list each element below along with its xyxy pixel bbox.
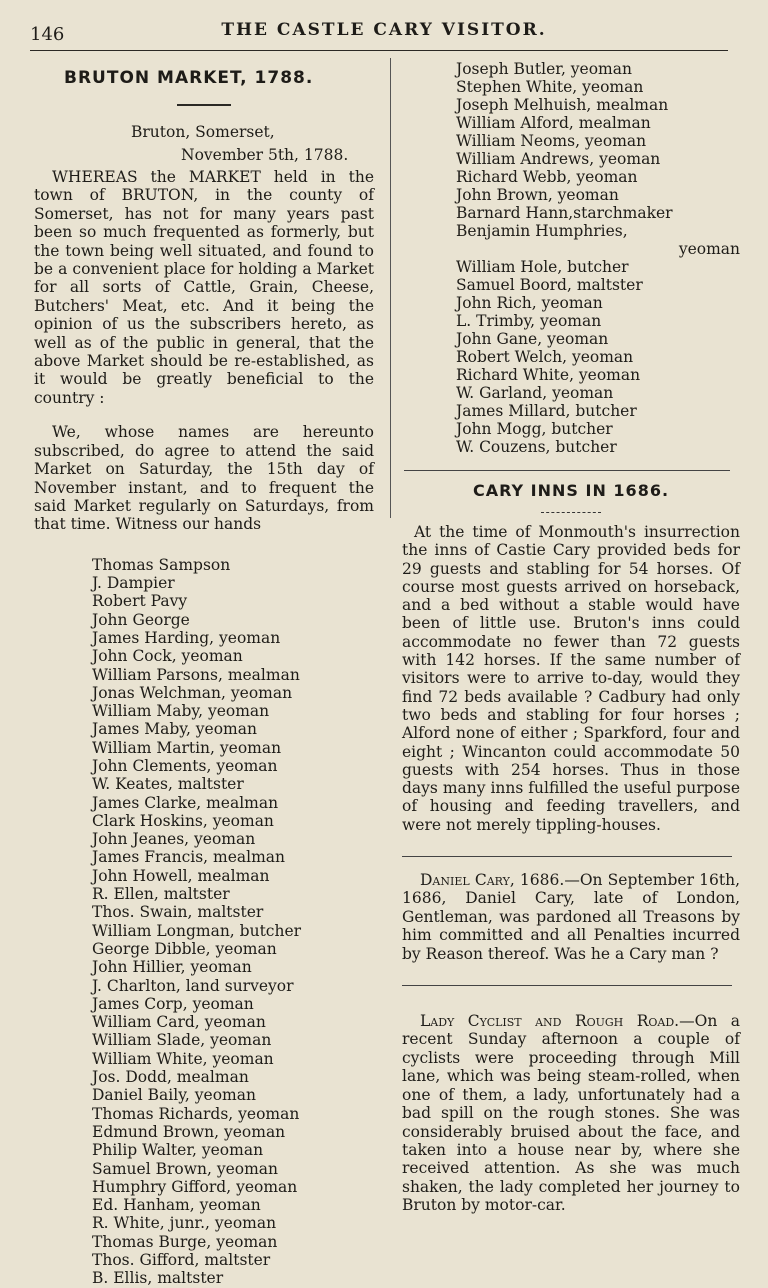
subscriber-name: Thos. Swain, maltster: [92, 903, 264, 922]
subscriber-name: William Card, yeoman: [92, 1013, 266, 1032]
subscriber-name: John Hillier, yeoman: [92, 958, 252, 977]
running-title: THE CASTLE CARY VISITOR.: [221, 20, 547, 40]
subscriber-name: John Gane, yeoman: [456, 330, 609, 348]
subscriber-name: Thos. Gifford, maltster: [92, 1251, 271, 1269]
subscriber-name: William Alford, mealman: [456, 114, 651, 132]
market-resolution: We, whose names are hereunto subscribed, do agree to attend the said Market on Saturday, the 15th day of November instant, and to frequent the said Market regularly on Saturdays, from that time. Witness our hands: [34, 423, 374, 534]
subscriber-name: James Harding, yeoman: [92, 628, 281, 647]
subscriber-trade-part: yeoman: [678, 240, 740, 258]
subscriber-name: William Andrews, yeoman: [456, 150, 661, 168]
subscriber-name: Ed. Hanham, yeoman: [92, 1196, 261, 1215]
subscriber-name: B. Ellis, maltster: [92, 1269, 224, 1288]
notice-place: Bruton, Somerset,: [131, 123, 275, 141]
column-divider: [390, 58, 391, 518]
cary-inns-body: At the time of Monmouth's insurrection the inns of Castie Cary provided beds for 29 guests and stabling for 54 horses. Of course most guests arrived on horseback, and a bed without a stable would have been of little use. Bruton's inns could accommodate no fewer than 72 guests with 142 horses. If the same number of visitors were to arrive to-day, would they find 72 beds available ? Cadbury had only two beds and stabling for four horses ; Alford none of either ; Sparkford, four and eight ; Wincanton could accommodate 50 guests with 254 horses. Thus in those days many inns fulfilled the useful purpose of housing and feeding travellers, and were not merely tippling-houses.: [402, 523, 740, 834]
bruton-market-title: BRUTON MARKET, 1788.: [64, 68, 314, 88]
section-rule: [402, 985, 732, 986]
subscriber-name: William Neoms, yeoman: [456, 132, 647, 150]
subscriber-list-left: [92, 556, 374, 1288]
subscriber-name: Barnard Hann,starchmaker: [456, 204, 673, 222]
subscriber-name: Jonas Welchman, yeoman: [92, 683, 293, 702]
daniel-cary-body: —On September 16th, 1686, Daniel Cary, late of London, Gentleman, was pardoned all Treasons by him committed and all Penalties incurred by Reason thereof. Was he a Cary man ?: [402, 871, 740, 963]
subscriber-name: Samuel Boord, maltster: [456, 276, 643, 294]
subscriber-name: Clark Hoskins, yeoman: [92, 811, 274, 830]
section-rule: [404, 470, 730, 471]
subscriber-name: R. White, junr., yeoman: [92, 1214, 277, 1233]
subscriber-name: John Jeanes, yeoman: [92, 830, 256, 849]
subscriber-name: James Maby, yeoman: [92, 720, 257, 739]
subscriber-name: John Clements, yeoman: [92, 756, 278, 775]
subscriber-name: Joseph Butler, yeoman: [456, 60, 632, 78]
subscriber-name: Edmund Brown, yeoman: [92, 1122, 286, 1141]
subscriber-name-part: Benjamin Humphries,: [456, 222, 628, 240]
subscriber-name: Stephen White, yeoman: [456, 78, 644, 96]
title-rule: [541, 512, 601, 513]
subscriber-name: William Longman, butcher: [92, 921, 302, 940]
subscriber-name: John Brown, yeoman: [456, 186, 619, 204]
subscriber-name: William Maby, yeoman: [92, 702, 270, 721]
subscriber-name: Thomas Sampson: [92, 555, 231, 574]
subscriber-name: William Parsons, mealman: [92, 665, 300, 684]
subscriber-name: Richard Webb, yeoman: [456, 168, 638, 186]
notice-date: November 5th, 1788.: [181, 146, 349, 164]
subscriber-name: J. Dampier: [92, 574, 175, 593]
cary-inns-title: CARY INNS IN 1686.: [472, 481, 670, 500]
subscriber-name: John George: [92, 610, 190, 629]
page-header: [0, 18, 768, 48]
subscriber-name: Jos. Dodd, mealman: [92, 1068, 249, 1087]
subscriber-name: William Slade, yeoman: [92, 1031, 272, 1050]
subscriber-name: Joseph Melhuish, mealman: [456, 96, 669, 114]
section-rule: [402, 856, 732, 857]
lady-cyclist-body: —On a recent Sunday afternoon a couple of cyclists were proceeding through Mill lane, which was being steam-rolled, when one of them, a lady, unfortunately had a bad spill on the rough stones. She was considerably bruised about the face, and taken into a house near by, where she received attention. As she was much shaken, the lady completed her journey to Bruton by motor-car.: [402, 1012, 741, 1215]
subscriber-name: James Millard, butcher: [456, 402, 637, 420]
subscriber-name: John Howell, mealman: [92, 866, 270, 885]
subscriber-name: Daniel Baily, yeoman: [92, 1086, 256, 1105]
page-number: 146: [30, 24, 65, 45]
subscriber-name: Thomas Burge, yeoman: [92, 1232, 278, 1251]
subscriber-name: William Hole, butcher: [456, 258, 629, 276]
subscriber-name: Samuel Brown, yeoman: [92, 1159, 279, 1178]
subscriber-name: Humphry Gifford, yeoman: [92, 1177, 298, 1196]
subscriber-name: Richard White, yeoman: [456, 366, 641, 384]
subscriber-name: William Martin, yeoman: [92, 738, 282, 757]
subscriber-name: Robert Pavy: [92, 592, 188, 611]
left-column: [34, 60, 374, 1288]
subscriber-name: John Rich, yeoman: [456, 294, 603, 312]
subscriber-name: Philip Walter, yeoman: [92, 1141, 264, 1160]
subscriber-name: William White, yeoman: [92, 1049, 274, 1068]
subscriber-name: Thomas Richards, yeoman: [92, 1104, 300, 1123]
subscriber-name: James Clarke, mealman: [92, 793, 279, 812]
lady-cyclist-paragraph: [402, 1012, 740, 1214]
subscriber-name: W. Couzens, butcher: [456, 438, 617, 456]
subscriber-name-wrapped: [456, 222, 740, 258]
market-preamble: WHEREAS the MARKET held in the town of BRUTON, in the county of Somerset, has not for many years past been so much frequented as formerly, but the town being well situated, and found to be a convenient place for holding a Market for all sorts of Cattle, Grain, Cheese, Butchers' Meat, etc. And it being the opinion of us the subscribers hereto, as well as of the public in general, that the above Market should be re-established, as it would be greatly beneficial to the country :: [34, 168, 374, 407]
subscriber-name: James Francis, mealman: [92, 848, 286, 867]
subscriber-name: James Corp, yeoman: [92, 994, 254, 1013]
daniel-cary-heading: Daniel Cary, 1686.: [420, 871, 565, 890]
subscriber-name: R. Ellen, maltster: [92, 885, 230, 904]
subscriber-name: Robert Welch, yeoman: [456, 348, 634, 366]
subscriber-name: John Mogg, butcher: [456, 420, 613, 438]
subscriber-name: John Cock, yeoman: [92, 647, 243, 666]
title-rule: [177, 104, 231, 106]
subscriber-name: W. Garland, yeoman: [456, 384, 614, 402]
header-rule: [30, 50, 728, 51]
daniel-cary-paragraph: [402, 871, 740, 963]
subscriber-name: J. Charlton, land surveyor: [92, 976, 294, 995]
subscriber-name: L. Trimby, yeoman: [456, 312, 602, 330]
subscriber-name: W. Keates, maltster: [92, 775, 244, 794]
lady-cyclist-heading: Lady Cyclist and Rough Road.: [420, 1012, 680, 1031]
subscriber-list-right: [456, 60, 740, 456]
subscriber-name: George Dibble, yeoman: [92, 939, 277, 958]
right-column: [402, 60, 740, 1215]
